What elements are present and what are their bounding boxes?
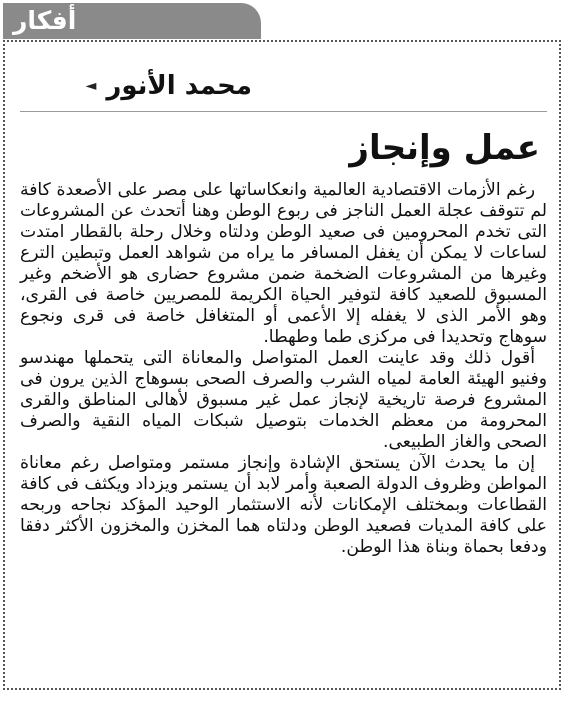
paragraph-1: رغم الأزمات الاقتصادية العالمية وانعكاساتها على مصر على الأصعدة كافة لم تتوقف عجلة العمل الناجز فى ربوع الوطن وهنا أتحدث عن المشروعات التى تخدم المحرومين فى صعيد الوطن ودلتاه وخلال رحلة بالقطار امتدت لساعات لا يمكن أن يغفل المسافر ما يراه من شواهد العمل وتبطين الترع وغيرها من المشروعات الضخمة ضمن مشروع حضارى هو الأضخم وغير المسبوق للصعيد كافة لتوفير الحياة الكريمة للمصريين خاصة فى القرى، وهو الأمر الذى لا يغفله إلا الأعمى أو المتغافل خاصة فى قرى ونجوع سوهاج وتحديدا فى مركزى طما وطهطا. bbox=[20, 180, 547, 347]
divider bbox=[20, 111, 547, 112]
article-title: عمل وإنجاز bbox=[349, 128, 540, 168]
triangle-left-icon: ◄ bbox=[85, 78, 97, 94]
author-byline bbox=[20, 66, 252, 106]
section-tab bbox=[3, 3, 261, 39]
paragraph-3: إن ما يحدث الآن يستحق الإشادة وإنجاز مستمر ومتواصل رغم معاناة المواطن وظروف الدولة الصعبة وأمر لابد أن يستمر ويزداد ويكثف فى كافة القطاعات وبمختلف الإمكانات لأنه الاستثمار الوحيد المؤكد نجاحه وربحه على كافة المديات فصعيد الوطن ودلتاه هما المخزن والمخزون الأكثر دفقا ودفعا بحماة وبناة هذا الوطن. bbox=[20, 453, 547, 557]
article-body bbox=[20, 180, 547, 558]
author-name: محمد الأنور bbox=[106, 71, 252, 101]
paragraph-2: أقول ذلك وقد عاينت العمل المتواصل والمعاناة التى يتحملها مهندسو وفنيو الهيئة العامة لمياه الشرب والصرف الصحى بسوهاج الذين يرون فى المشروع فرصة تاريخية لإنجاز عمل غير مسبوق لأهالى المناطق والقرى المحرومة من معظم الخدمات بتوصيل شبكات المياه النقية والصرف الصحى والغاز الطبيعى. bbox=[20, 348, 547, 452]
section-label: أفكار bbox=[13, 6, 77, 35]
